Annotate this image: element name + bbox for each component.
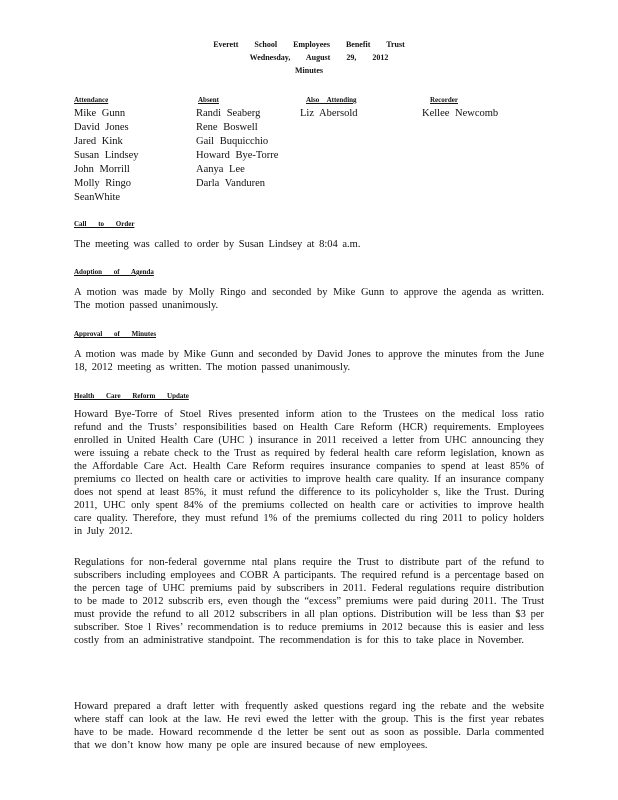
absentee: Aanya Lee: [196, 164, 245, 175]
attendee: Molly Ringo: [74, 178, 131, 189]
absentee: Darla Vanduren: [196, 178, 265, 189]
attendee: David Jones: [74, 122, 129, 133]
absent-heading: Absent: [198, 96, 220, 104]
attendee: Mike Gunn: [74, 108, 126, 119]
also-attending-heading: Also Attending: [306, 96, 357, 104]
attendee: SeanWhite: [74, 192, 121, 203]
header-date: Wednesday, August 29, 2012: [249, 53, 389, 62]
adoption-heading: Adoption of Agenda: [74, 268, 154, 276]
also-attendee: Liz Abersold: [300, 108, 358, 119]
absentee: Gail Buquicchio: [196, 136, 269, 147]
header-minutes: Minutes: [295, 66, 323, 75]
header-title: Everett School Employees Benefit Trust: [213, 40, 405, 49]
absentee: Howard Bye-Torre: [196, 150, 279, 161]
absent-list: [196, 107, 278, 191]
health-care-paragraph: Howard prepared a draft letter with frequently asked questions regard ing the rebate and the website where staff can look at the law. He revi ewed the letter with the group. This is the first year rebates have to be made. Howard recommende d the letter be sent out as soon as possible. Darla commented that we don’t know how many pe ople are insured because of new employees.: [74, 701, 544, 751]
health-care-heading: Health Care Reform Update: [74, 392, 189, 400]
recorder-heading: Recorder: [430, 96, 458, 104]
health-care-paragraph: Regulations for non-federal governme ntal plans require the Trust to distribute part of the refund to subscribers including employees and COBR A participants. The required refund is a percentage based on the percen tage of UHC premiums paid by subscribers in 2011. Federal regulations require distribution to be made to 2012 subscrib ers, even though the “excess” premiums were paid during 2011. The Trust must provide the refund to all 2012 subscribers in all plan options. Distribution will be less than $3 per subscriber. Stoe l Rives’ recommendation is to reduce premiums in 2012 because this is easier and less costly from an administrative standpoint. The recommendation is for this to take place in November.: [74, 557, 544, 646]
call-to-order-heading: Call to Order: [74, 220, 135, 228]
health-care-paragraph: Howard Bye-Torre of Stoel Rives presented inform ation to the Trustees on the medical loss ratio refund and the Trusts’ responsibilities based on Health Care Reform (HCR) requirements. Employees enrolled in United Health Care (UHC ) insurance in 2011 received a letter from UHC announcing they were issuing a rebate check to the Trust as required by federal health care reform legislation, known as the Affordable Care Act. Health Care Reform requires insurance companies to spend at least 85% of premiums co llected on health care or activities to improve health care quality. If an insurance company does not spend at least 85%, it must refund the difference to its policyholder s, like the Trust. During 2011, UHC only spent 84% of the premiums collected on health care or activities to improve health care quality. Therefore, they must refund 1% of the premiums collected du ring 2011 to policy holders in July 2012.: [74, 409, 544, 537]
attendee: Jared Kink: [74, 136, 123, 147]
recorder-list: [422, 107, 498, 121]
attendance-heading: Attendance: [74, 96, 109, 104]
attendance-list: [74, 107, 139, 205]
adoption-text: A motion was made by Molly Ringo and seconded by Mike Gunn to approve the agenda as written. The motion passed unanimously.: [74, 287, 544, 311]
absentee: Randi Seaberg: [196, 108, 261, 119]
approval-text: A motion was made by Mike Gunn and seconded by David Jones to approve the minutes from the June 18, 2012 meeting as written. The motion passed unanimously.: [74, 349, 544, 373]
call-to-order-text: The meeting was called to order by Susan Lindsey at 8:04 a.m.: [74, 239, 361, 250]
approval-heading: Approval of Minutes: [74, 330, 157, 338]
also-attending-list: [300, 107, 358, 121]
attendee: Susan Lindsey: [74, 150, 139, 161]
recorder-name: Kellee Newcomb: [422, 108, 499, 119]
attendee: John Morrill: [74, 164, 130, 175]
absentee: Rene Boswell: [196, 122, 258, 133]
